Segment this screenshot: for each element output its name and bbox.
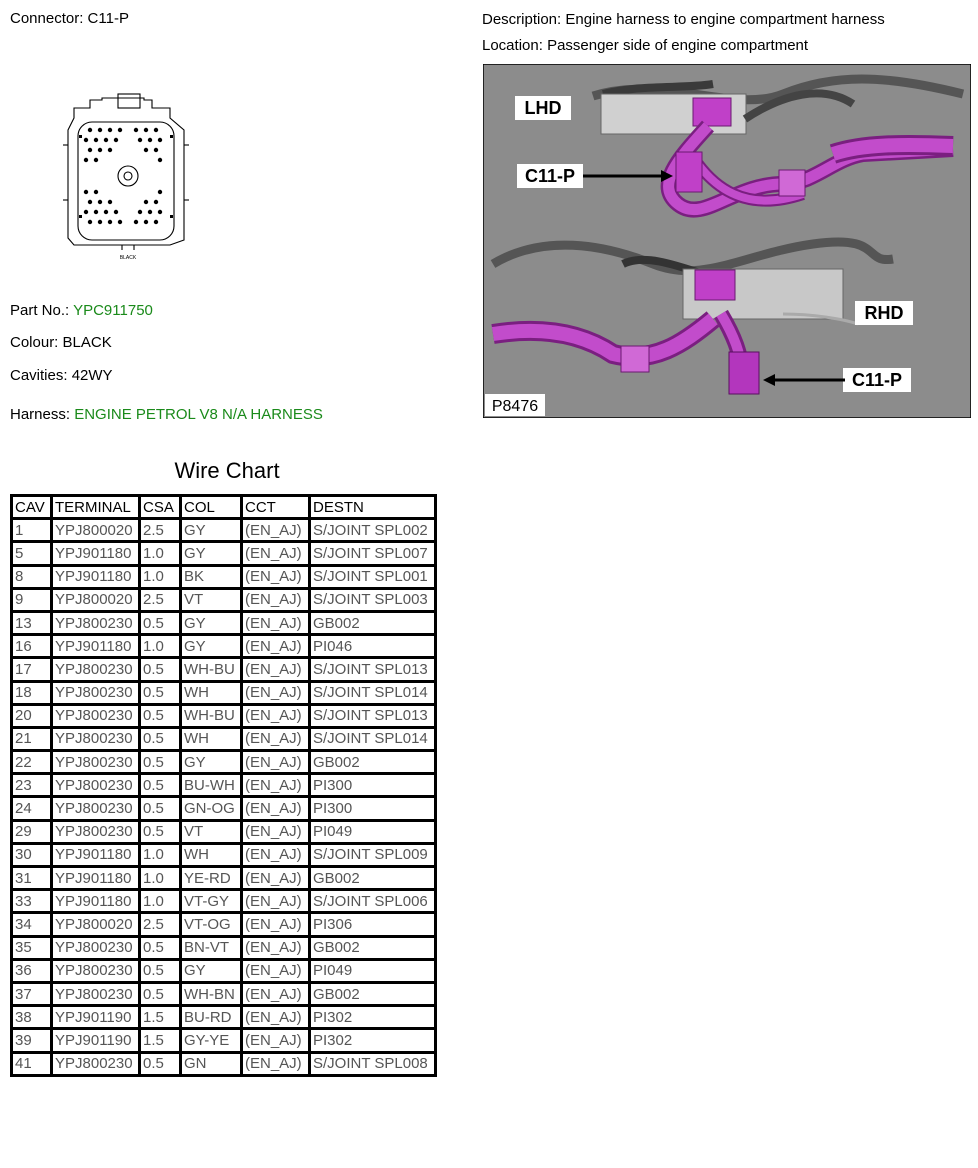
cell-destn[interactable]: S/JOINT SPL003 xyxy=(310,588,436,611)
cell-cav: 41 xyxy=(12,1052,52,1075)
location-label: Location: xyxy=(482,37,543,54)
cell-destn[interactable]: PI300 xyxy=(310,797,436,820)
cell-col: WH-BU xyxy=(181,704,242,727)
cell-cav: 33 xyxy=(12,890,52,913)
cell-terminal[interactable]: YPJ901190 xyxy=(52,1029,140,1052)
cell-cct: (EN_AJ) xyxy=(242,890,310,913)
cell-cct: (EN_AJ) xyxy=(242,1006,310,1029)
cell-terminal[interactable]: YPJ800230 xyxy=(52,658,140,681)
cell-destn[interactable]: S/JOINT SPL001 xyxy=(310,565,436,588)
cell-cct: (EN_AJ) xyxy=(242,774,310,797)
harness-line xyxy=(10,406,323,423)
cell-csa: 1.5 xyxy=(140,1006,181,1029)
table-row xyxy=(12,913,436,936)
rhd-label: RHD xyxy=(864,303,904,323)
cell-terminal[interactable]: YPJ901180 xyxy=(52,542,140,565)
cell-terminal[interactable]: YPJ800230 xyxy=(52,681,140,704)
cell-terminal[interactable]: YPJ901180 xyxy=(52,843,140,866)
cell-cav: 23 xyxy=(12,774,52,797)
cell-cav: 30 xyxy=(12,843,52,866)
table-row xyxy=(12,982,436,1005)
cell-terminal[interactable]: YPJ800020 xyxy=(52,913,140,936)
table-row xyxy=(12,565,436,588)
cell-cct: (EN_AJ) xyxy=(242,843,310,866)
table-row xyxy=(12,820,436,843)
cell-destn[interactable]: S/JOINT SPL014 xyxy=(310,727,436,750)
cell-cav: 17 xyxy=(12,658,52,681)
cavities-label: Cavities: xyxy=(10,367,68,384)
cell-destn[interactable]: S/JOINT SPL007 xyxy=(310,542,436,565)
cell-cct: (EN_AJ) xyxy=(242,542,310,565)
cell-col: BK xyxy=(181,565,242,588)
connector-value: C11-P xyxy=(87,10,129,27)
cell-csa: 1.0 xyxy=(140,843,181,866)
cell-col: GY xyxy=(181,959,242,982)
cell-cav: 36 xyxy=(12,959,52,982)
cell-cav: 21 xyxy=(12,727,52,750)
table-row xyxy=(12,588,436,611)
cell-cav: 20 xyxy=(12,704,52,727)
cell-terminal[interactable]: YPJ800230 xyxy=(52,936,140,959)
part-no-value[interactable]: YPC911750 xyxy=(73,302,153,319)
wire-chart-table xyxy=(10,494,437,1077)
cell-terminal[interactable]: YPJ901180 xyxy=(52,565,140,588)
cell-cct: (EN_AJ) xyxy=(242,727,310,750)
cell-cav: 39 xyxy=(12,1029,52,1052)
cell-cct: (EN_AJ) xyxy=(242,751,310,774)
table-row xyxy=(12,681,436,704)
cell-destn[interactable]: S/JOINT SPL013 xyxy=(310,658,436,681)
cell-csa: 0.5 xyxy=(140,936,181,959)
cell-col: GY xyxy=(181,635,242,658)
cell-cav: 24 xyxy=(12,797,52,820)
cell-cct: (EN_AJ) xyxy=(242,588,310,611)
cavities-value: 42WY xyxy=(71,367,113,384)
part-no-label: Part No.: xyxy=(10,302,70,319)
part-no-line xyxy=(10,302,153,319)
cell-csa: 0.5 xyxy=(140,681,181,704)
connector-drawing-caption: BLACK xyxy=(119,255,137,261)
cell-terminal[interactable]: YPJ800230 xyxy=(52,1052,140,1075)
cell-col: GN xyxy=(181,1052,242,1075)
cell-cct: (EN_AJ) xyxy=(242,565,310,588)
cell-destn[interactable]: GB002 xyxy=(310,936,436,959)
cell-cav: 1 xyxy=(12,519,52,542)
cell-cct: (EN_AJ) xyxy=(242,1029,310,1052)
cell-col: BU-RD xyxy=(181,1006,242,1029)
cell-cct: (EN_AJ) xyxy=(242,867,310,890)
cell-destn[interactable]: S/JOINT SPL009 xyxy=(310,843,436,866)
cell-cav: 8 xyxy=(12,565,52,588)
cell-col: VT xyxy=(181,820,242,843)
cavities-line xyxy=(10,367,113,384)
cell-destn[interactable]: PI049 xyxy=(310,820,436,843)
cell-col: BU-WH xyxy=(181,774,242,797)
cell-col: GY-YE xyxy=(181,1029,242,1052)
cell-cav: 34 xyxy=(12,913,52,936)
cell-cct: (EN_AJ) xyxy=(242,936,310,959)
cell-cct: (EN_AJ) xyxy=(242,959,310,982)
cell-destn[interactable]: S/JOINT SPL006 xyxy=(310,890,436,913)
cell-cav: 16 xyxy=(12,635,52,658)
table-row xyxy=(12,936,436,959)
cell-csa: 1.0 xyxy=(140,890,181,913)
colour-value: BLACK xyxy=(62,334,112,351)
cell-col: WH xyxy=(181,681,242,704)
cell-terminal[interactable]: YPJ800020 xyxy=(52,519,140,542)
table-row xyxy=(12,797,436,820)
cell-cav: 29 xyxy=(12,820,52,843)
cell-cct: (EN_AJ) xyxy=(242,704,310,727)
cell-col: GY xyxy=(181,542,242,565)
colour-line xyxy=(10,334,112,351)
cell-terminal[interactable]: YPJ800230 xyxy=(52,797,140,820)
table-row xyxy=(12,751,436,774)
cell-csa: 0.5 xyxy=(140,982,181,1005)
cell-csa: 0.5 xyxy=(140,704,181,727)
cell-terminal[interactable]: YPJ800230 xyxy=(52,704,140,727)
cell-terminal[interactable]: YPJ800020 xyxy=(52,588,140,611)
cell-csa: 0.5 xyxy=(140,797,181,820)
cell-destn[interactable]: GB002 xyxy=(310,751,436,774)
cell-cav: 13 xyxy=(12,611,52,634)
cell-cct: (EN_AJ) xyxy=(242,519,310,542)
harness-value[interactable]: ENGINE PETROL V8 N/A HARNESS xyxy=(74,406,323,423)
cell-destn[interactable]: PI046 xyxy=(310,635,436,658)
cell-csa: 0.5 xyxy=(140,658,181,681)
table-row xyxy=(12,843,436,866)
cell-col: WH xyxy=(181,727,242,750)
cell-destn[interactable]: S/JOINT SPL013 xyxy=(310,704,436,727)
cell-col: GY xyxy=(181,751,242,774)
cell-cct: (EN_AJ) xyxy=(242,658,310,681)
cell-csa: 1.0 xyxy=(140,867,181,890)
cell-destn[interactable]: S/JOINT SPL002 xyxy=(310,519,436,542)
cell-terminal[interactable]: YPJ800230 xyxy=(52,774,140,797)
cell-csa: 0.5 xyxy=(140,727,181,750)
table-row xyxy=(12,635,436,658)
cell-terminal[interactable]: YPJ800230 xyxy=(52,959,140,982)
cell-csa: 0.5 xyxy=(140,611,181,634)
cell-csa: 1.0 xyxy=(140,565,181,588)
table-row xyxy=(12,519,436,542)
cell-destn[interactable]: GB002 xyxy=(310,867,436,890)
table-row xyxy=(12,542,436,565)
table-row xyxy=(12,611,436,634)
c11p-callout-bottom-label: C11-P xyxy=(851,370,903,390)
cell-col: VT xyxy=(181,588,242,611)
cell-terminal[interactable]: YPJ800230 xyxy=(52,751,140,774)
cell-terminal[interactable]: YPJ901180 xyxy=(52,867,140,890)
location-line xyxy=(482,37,808,54)
cell-terminal[interactable]: YPJ800230 xyxy=(52,982,140,1005)
lhd-label: LHD xyxy=(524,98,562,118)
header-destn: DESTN xyxy=(310,496,436,519)
cell-col: VT-OG xyxy=(181,913,242,936)
table-row xyxy=(12,704,436,727)
connector-location-image xyxy=(483,64,971,418)
cell-cav: 5 xyxy=(12,542,52,565)
cell-csa: 2.5 xyxy=(140,519,181,542)
table-header-row xyxy=(12,496,436,519)
colour-label: Colour: xyxy=(10,334,59,351)
cell-cav: 22 xyxy=(12,751,52,774)
header-col: COL xyxy=(181,496,242,519)
cell-terminal[interactable]: YPJ901180 xyxy=(52,890,140,913)
cell-col: VT-GY xyxy=(181,890,242,913)
cell-col: BN-VT xyxy=(181,936,242,959)
header-terminal: TERMINAL xyxy=(52,496,140,519)
table-row xyxy=(12,1029,436,1052)
cell-col: GY xyxy=(181,611,242,634)
cell-col: GN-OG xyxy=(181,797,242,820)
cell-cct: (EN_AJ) xyxy=(242,982,310,1005)
cell-cav: 35 xyxy=(12,936,52,959)
description-line xyxy=(482,11,885,28)
cell-csa: 0.5 xyxy=(140,774,181,797)
cell-cct: (EN_AJ) xyxy=(242,681,310,704)
figure-id: P8476 xyxy=(491,398,539,415)
cell-cav: 38 xyxy=(12,1006,52,1029)
c11p-callout-top-label: C11-P xyxy=(524,166,576,186)
cell-destn[interactable]: GB002 xyxy=(310,611,436,634)
cell-destn[interactable]: S/JOINT SPL014 xyxy=(310,681,436,704)
table-row xyxy=(12,890,436,913)
cell-csa: 0.5 xyxy=(140,959,181,982)
table-row xyxy=(12,867,436,890)
cell-cct: (EN_AJ) xyxy=(242,611,310,634)
cell-col: WH xyxy=(181,843,242,866)
cell-destn[interactable]: S/JOINT SPL008 xyxy=(310,1052,436,1075)
table-row xyxy=(12,1052,436,1075)
table-row xyxy=(12,774,436,797)
cell-terminal[interactable]: YPJ800230 xyxy=(52,727,140,750)
cell-csa: 0.5 xyxy=(140,820,181,843)
cell-col: WH-BN xyxy=(181,982,242,1005)
cell-cav: 31 xyxy=(12,867,52,890)
cell-terminal[interactable]: YPJ800230 xyxy=(52,820,140,843)
cell-csa: 0.5 xyxy=(140,1052,181,1075)
cell-cct: (EN_AJ) xyxy=(242,820,310,843)
connector-line xyxy=(10,10,129,27)
cell-csa: 1.0 xyxy=(140,542,181,565)
cell-destn[interactable]: PI302 xyxy=(310,1029,436,1052)
cell-terminal[interactable]: YPJ901180 xyxy=(52,635,140,658)
header-csa: CSA xyxy=(140,496,181,519)
cell-col: GY xyxy=(181,519,242,542)
cell-csa: 1.5 xyxy=(140,1029,181,1052)
cell-destn[interactable]: PI306 xyxy=(310,913,436,936)
table-row xyxy=(12,959,436,982)
connector-label: Connector: xyxy=(10,10,84,27)
table-row xyxy=(12,658,436,681)
cell-cav: 9 xyxy=(12,588,52,611)
connector-face-drawing xyxy=(60,90,195,265)
cell-cct: (EN_AJ) xyxy=(242,1052,310,1075)
description-value: Engine harness to engine compartment harness xyxy=(565,11,885,28)
table-row xyxy=(12,1006,436,1029)
cell-cav: 37 xyxy=(12,982,52,1005)
header-cct: CCT xyxy=(242,496,310,519)
cell-csa: 2.5 xyxy=(140,913,181,936)
cell-destn[interactable]: PI302 xyxy=(310,1006,436,1029)
description-label: Description: xyxy=(482,11,562,28)
cell-cav: 18 xyxy=(12,681,52,704)
cell-cct: (EN_AJ) xyxy=(242,635,310,658)
cell-csa: 0.5 xyxy=(140,751,181,774)
location-value: Passenger side of engine compartment xyxy=(547,37,809,54)
header-cav: CAV xyxy=(12,496,52,519)
cell-csa: 1.0 xyxy=(140,635,181,658)
cell-destn[interactable]: PI300 xyxy=(310,774,436,797)
cell-col: YE-RD xyxy=(181,867,242,890)
cell-terminal[interactable]: YPJ901190 xyxy=(52,1006,140,1029)
cell-csa: 2.5 xyxy=(140,588,181,611)
cell-col: WH-BU xyxy=(181,658,242,681)
cell-cct: (EN_AJ) xyxy=(242,913,310,936)
cell-cct: (EN_AJ) xyxy=(242,797,310,820)
harness-label: Harness: xyxy=(10,406,71,423)
table-row xyxy=(12,727,436,750)
wire-chart-title: Wire Chart xyxy=(174,458,280,483)
cell-destn[interactable]: GB002 xyxy=(310,982,436,1005)
cell-terminal[interactable]: YPJ800230 xyxy=(52,611,140,634)
cell-destn[interactable]: PI049 xyxy=(310,959,436,982)
